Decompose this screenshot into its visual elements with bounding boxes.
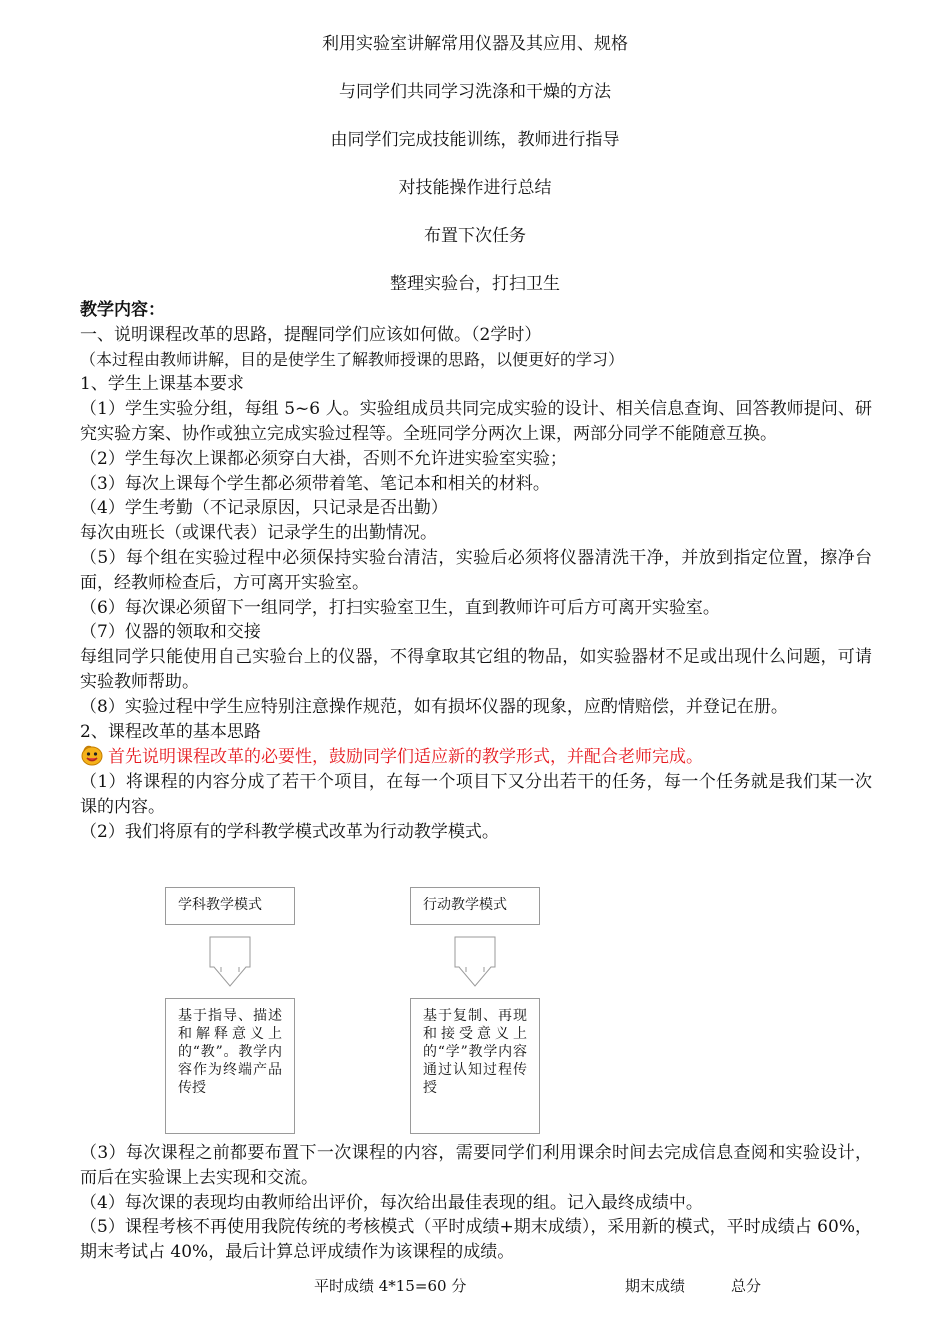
subsection-2-title: 2、课程改革的基本思路	[80, 721, 261, 742]
step-line-5: 布置下次任务	[424, 226, 526, 246]
action-teaching-mode-title: 行动教学模式	[423, 897, 507, 913]
rule-7-detail: 每组同学只能使用自己实验台上的仪器，不得拿取其它组的物品，如实验器材不足或出现什么问题，可请实验教师帮助。	[80, 647, 872, 692]
reform-1: （1）将课程的内容分成了若干个项目，在每一个项目下又分出若干的任务，每一个任务就是我们某一次课的内容。	[80, 772, 872, 817]
total-score-label: 总分	[731, 1277, 762, 1295]
reform-4: （4）每次课的表现均由教师给出评价，每次给出最佳表现的组。记入最终成绩中。	[80, 1192, 703, 1213]
subject-teaching-mode-title: 学科教学模式	[178, 897, 262, 913]
arrow-down-icon	[207, 936, 253, 988]
action-teaching-mode-desc-text: 基于复制、再现和接受意义上的“学”教学内容通过认知过程传授	[423, 1008, 527, 1096]
step-line-6: 整理实验台，打扫卫生	[390, 274, 560, 294]
subject-teaching-mode-desc	[165, 998, 295, 1134]
final-score-label: 期末成绩	[625, 1277, 686, 1295]
content-part-1	[80, 298, 872, 845]
section-heading: 教学内容：	[80, 300, 165, 320]
rule-3: （3）每次上课每个学生都必须带着笔、笔记本和相关的材料。	[80, 473, 550, 494]
section-1-title: 一、说明课程改革的思路，提醒同学们应该如何做。（2学时）	[80, 324, 542, 345]
teacher-note: （本过程由教师讲解，目的是使学生了解教师授课的思路，以便更好的学习）	[80, 349, 625, 369]
highlight-line	[80, 744, 872, 770]
step-line-2: 与同学们共同学习洗涤和干燥的方法	[339, 82, 611, 102]
step-line-4: 对技能操作进行总结	[398, 178, 552, 198]
rule-4: （4）学生考勤（不记录原因，只记录是否出勤）	[80, 498, 448, 519]
subject-teaching-mode-desc-text: 基于指导、描述和解释意义上的“教”。教学内容作为终端产品传授	[178, 1008, 282, 1096]
rule-5: （5）每个组在实验过程中必须保持实验台清洁，实验后必须将仪器清洗干净，并放到指定位置，擦净台面，经教师检查后，方可离开实验室。	[80, 547, 872, 593]
reform-5: （5）课程考核不再使用我院传统的考核模式（平时成绩+期末成绩），采用新的模式，平时成绩占 60%，期末考试占 40%，最后计算总评成绩作为该课程的成绩。	[80, 1217, 872, 1263]
rule-4-detail: 每次由班长（或课代表）记录学生的出勤情况。	[80, 523, 437, 544]
usual-score-label: 平时成绩 4*15=60 分	[314, 1277, 467, 1295]
step-line-3: 由同学们完成技能训练，教师进行指导	[330, 130, 620, 150]
rule-8: （8）实验过程中学生应特别注意操作规范，如有损坏仪器的现象，应酌情赔偿，并登记在册。	[80, 696, 788, 717]
arrow-down-icon	[452, 936, 498, 988]
subject-teaching-mode-box	[165, 887, 295, 925]
rule-6: （6）每次课必须留下一组同学，打扫实验室卫生，直到教师许可后方可离开实验室。	[80, 597, 720, 618]
action-teaching-mode-desc	[410, 998, 540, 1134]
content-part-2	[80, 1141, 872, 1265]
highlight-text: 首先说明课程改革的必要性，鼓励同学们适应新的教学形式，并配合老师完成。	[108, 747, 703, 768]
reform-3: （3）每次课程之前都要布置下一次课程的内容，需要同学们利用课余时间去完成信息查阅和实验设计，而后在实验课上去实现和交流。	[80, 1143, 872, 1188]
step-line-1: 利用实验室讲解常用仪器及其应用、规格	[322, 34, 628, 54]
rule-2: （2）学生每次上课都必须穿白大褂，否则不允许进实验室实验；	[80, 448, 567, 469]
reform-2: （2）我们将原有的学科教学模式改革为行动教学模式。	[80, 821, 499, 842]
rule-7: （7）仪器的领取和交接	[80, 622, 261, 643]
smiley-emoticon-icon	[80, 744, 104, 766]
action-teaching-mode-box	[410, 887, 540, 925]
subsection-1-title: 1、学生上课基本要求	[80, 374, 244, 395]
rule-1: （1）学生实验分组，每组 5~6 人。实验组成员共同完成实验的设计、相关信息查询、回答教师提问、研究实验方案、协作或独立完成实验过程等。全班同学分两次上课，两部分同学不能随意互换。	[80, 399, 872, 444]
